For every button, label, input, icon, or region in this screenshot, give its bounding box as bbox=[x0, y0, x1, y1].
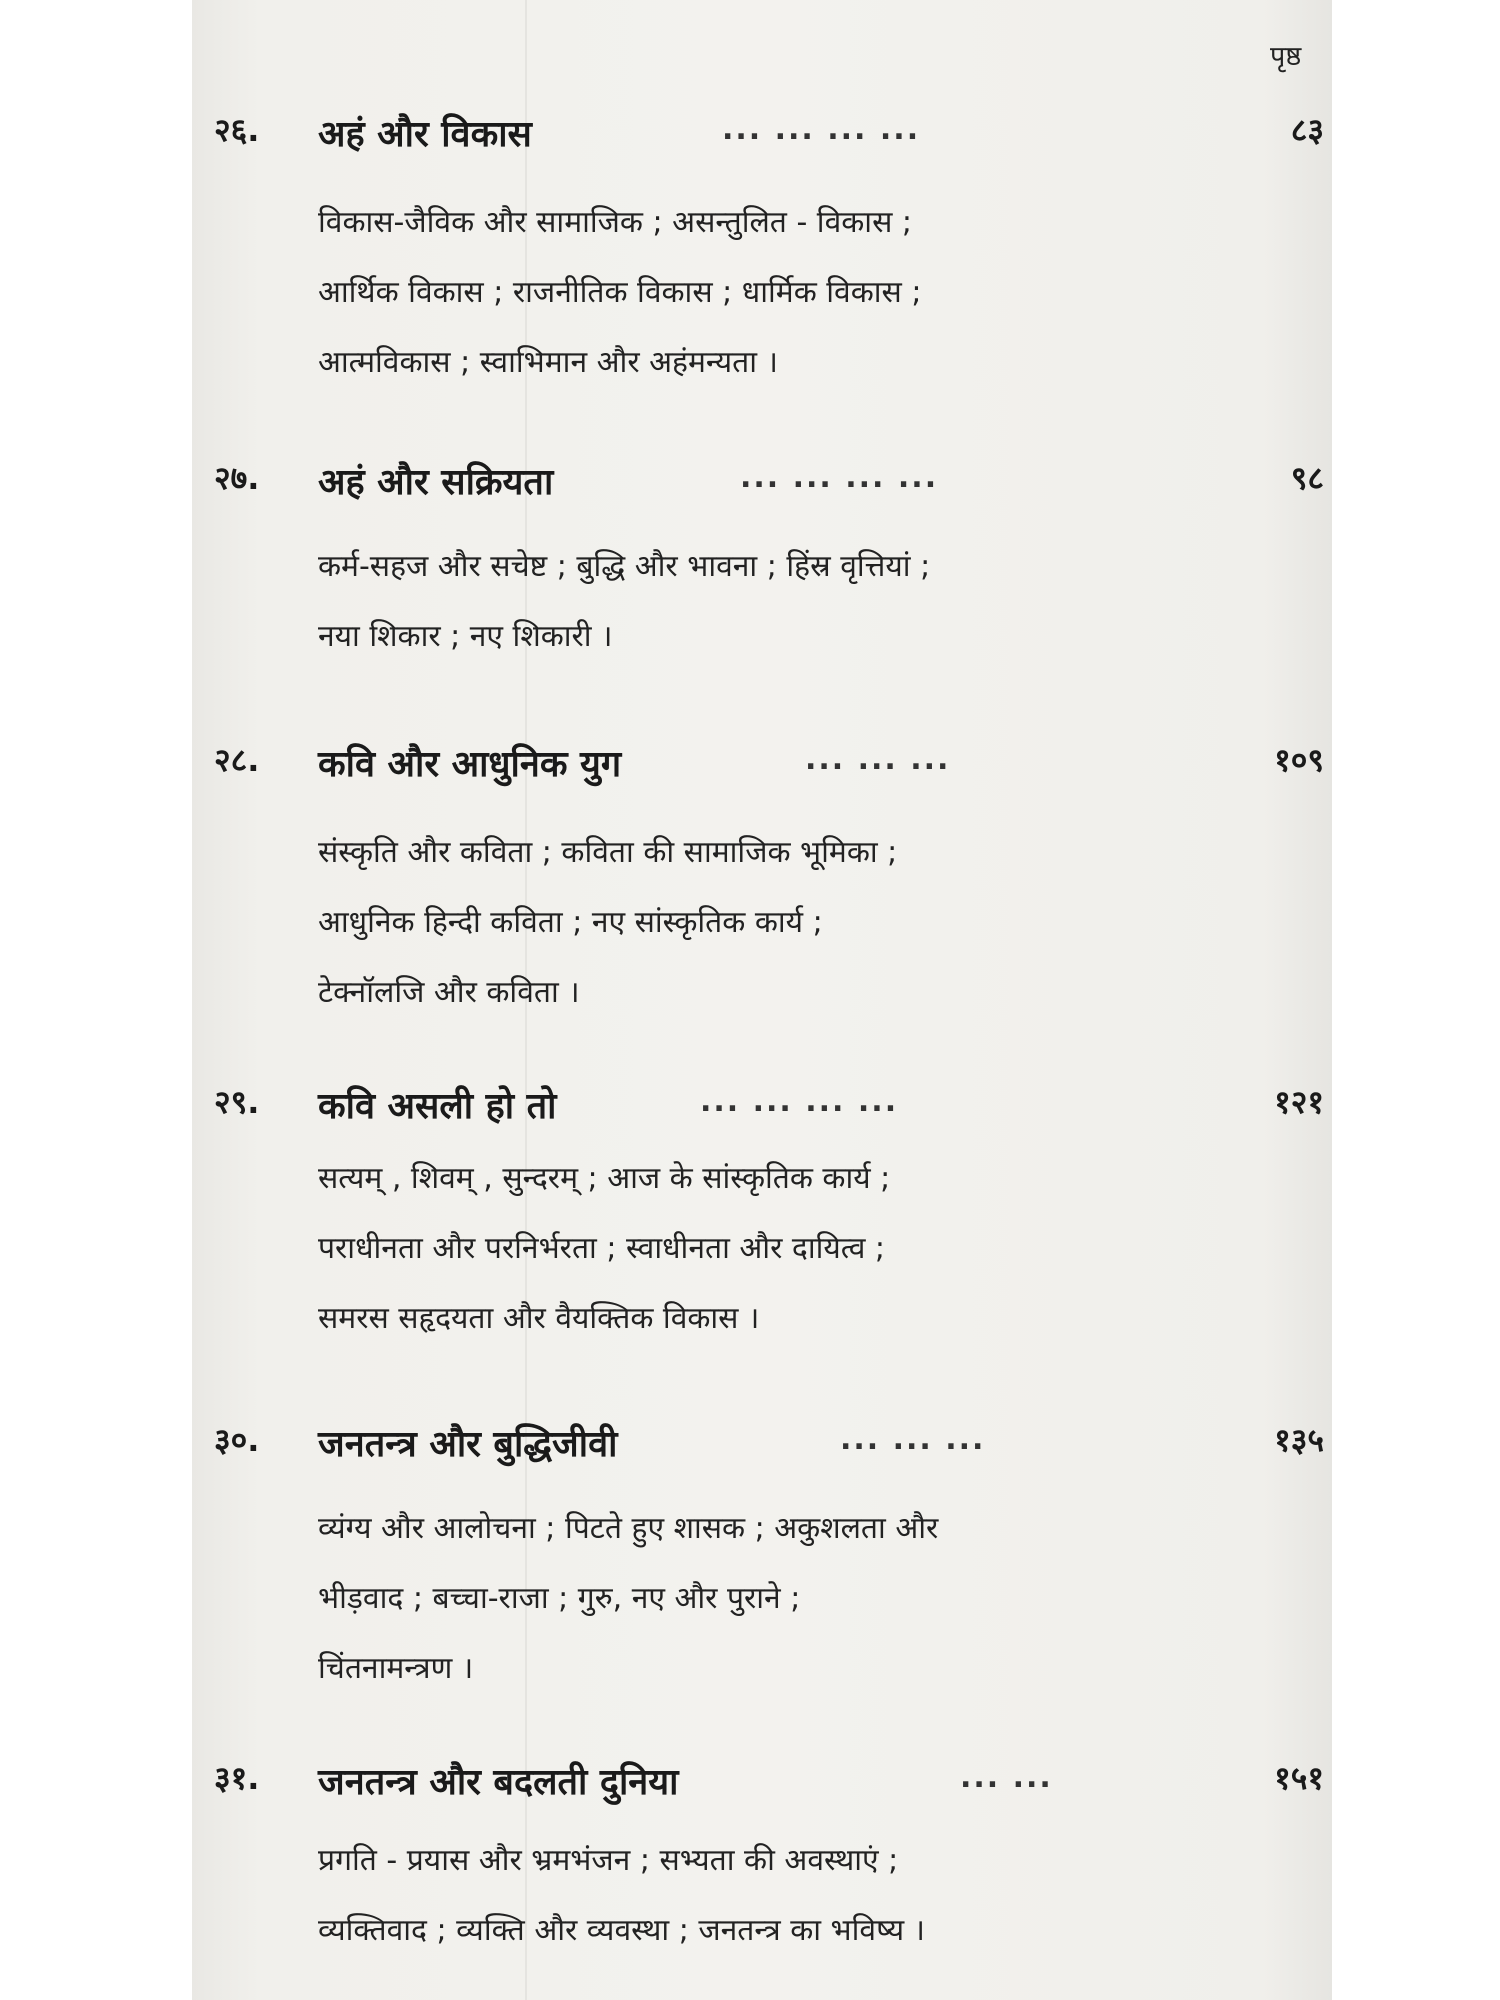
chapter-topics bbox=[318, 532, 1188, 672]
topic-line: आत्मविकास ; स्वाभिमान और अहंमन्यता । bbox=[318, 345, 778, 380]
chapter-topics bbox=[318, 188, 1188, 398]
topic-line: विकास-जैविक और सामाजिक ; असन्तुलित - विकास ; bbox=[318, 205, 912, 240]
chapter-number: ३१. bbox=[214, 1759, 260, 1797]
chapter-number: २९. bbox=[214, 1083, 260, 1121]
topic-line: समरस सहृदयता और वैयक्तिक विकास । bbox=[318, 1301, 760, 1336]
page-number: १०९ bbox=[1274, 741, 1324, 779]
topic-line: नया शिकार ; नए शिकारी । bbox=[318, 619, 613, 654]
chapter-title[interactable]: अहं और सक्रियता bbox=[318, 462, 554, 503]
page-number: ९८ bbox=[1290, 459, 1324, 497]
toc-entry-heading bbox=[0, 1418, 1500, 1478]
topic-line: चिंतनामन्त्रण । bbox=[318, 1651, 474, 1686]
chapter-title[interactable]: कवि और आधुनिक युग bbox=[318, 744, 622, 785]
leader-dots: ... ... bbox=[960, 1760, 1053, 1795]
chapter-topics bbox=[318, 818, 1188, 1028]
leader-dots: ... ... ... bbox=[805, 742, 951, 777]
page-number: १५१ bbox=[1274, 1759, 1324, 1797]
page-number: ८३ bbox=[1290, 111, 1324, 149]
chapter-number: २६. bbox=[214, 111, 260, 149]
toc-entry bbox=[0, 456, 1500, 654]
chapter-topics bbox=[318, 1144, 1188, 1354]
chapter-title[interactable]: कवि असली हो तो bbox=[318, 1086, 557, 1127]
chapter-topics bbox=[318, 1494, 1188, 1704]
topic-line: प्रगति - प्रयास और भ्रमभंजन ; सभ्यता की अवस्थाएं ; bbox=[318, 1843, 899, 1878]
toc-entry bbox=[0, 738, 1500, 1010]
chapter-number: ३०. bbox=[214, 1421, 260, 1459]
topic-line: पराधीनता और परनिर्भरता ; स्वाधीनता और दायित्व ; bbox=[318, 1231, 886, 1266]
chapter-title[interactable]: अहं और विकास bbox=[318, 114, 532, 155]
toc-entry-heading bbox=[0, 1756, 1500, 1816]
topic-line: आर्थिक विकास ; राजनीतिक विकास ; धार्मिक विकास ; bbox=[318, 275, 922, 310]
toc-entry bbox=[0, 1418, 1500, 1686]
page-number: १३५ bbox=[1274, 1421, 1324, 1459]
toc-entry bbox=[0, 1756, 1500, 1948]
leader-dots: ... ... ... ... bbox=[740, 460, 939, 495]
toc-entry-heading bbox=[0, 738, 1500, 798]
toc-entry bbox=[0, 108, 1500, 380]
toc-entry-heading bbox=[0, 456, 1500, 516]
topic-line: कर्म-सहज और सचेष्ट ; बुद्धि और भावना ; हिंस्र वृत्तियां ; bbox=[318, 549, 931, 584]
chapter-title[interactable]: जनतन्त्र और बदलती दुनिया bbox=[318, 1762, 679, 1803]
chapter-number: २८. bbox=[214, 741, 260, 779]
chapter-topics bbox=[318, 1826, 1188, 1966]
chapter-title[interactable]: जनतन्त्र और बुद्धिजीवी bbox=[318, 1424, 618, 1465]
topic-line: सत्यम् , शिवम् , सुन्दरम् ; आज के सांस्कृतिक कार्य ; bbox=[318, 1161, 891, 1196]
topic-line: व्यक्तिवाद ; व्यक्ति और व्यवस्था ; जनतन्त्र का भविष्य । bbox=[318, 1913, 926, 1948]
topic-line: व्यंग्य और आलोचना ; पिटते हुए शासक ; अकुशलता और bbox=[318, 1511, 939, 1546]
topic-line: आधुनिक हिन्दी कविता ; नए सांस्कृतिक कार्य ; bbox=[318, 905, 823, 940]
topic-line: टेक्नॉलजि और कविता । bbox=[318, 975, 580, 1010]
chapter-number: २७. bbox=[214, 459, 260, 497]
topic-line: भीड़वाद ; बच्चा-राजा ; गुरु, नए और पुराने ; bbox=[318, 1581, 801, 1616]
leader-dots: ... ... ... bbox=[840, 1422, 986, 1457]
toc-entry-heading bbox=[0, 108, 1500, 168]
page-column-label: पृष्ठ bbox=[1270, 41, 1302, 72]
toc-entry-heading bbox=[0, 1080, 1500, 1140]
leader-dots: ... ... ... ... bbox=[722, 112, 921, 147]
leader-dots: ... ... ... ... bbox=[700, 1084, 899, 1119]
topic-line: संस्कृति और कविता ; कविता की सामाजिक भूमिका ; bbox=[318, 835, 898, 870]
page-number: १२१ bbox=[1274, 1083, 1324, 1121]
toc-entry bbox=[0, 1080, 1500, 1336]
